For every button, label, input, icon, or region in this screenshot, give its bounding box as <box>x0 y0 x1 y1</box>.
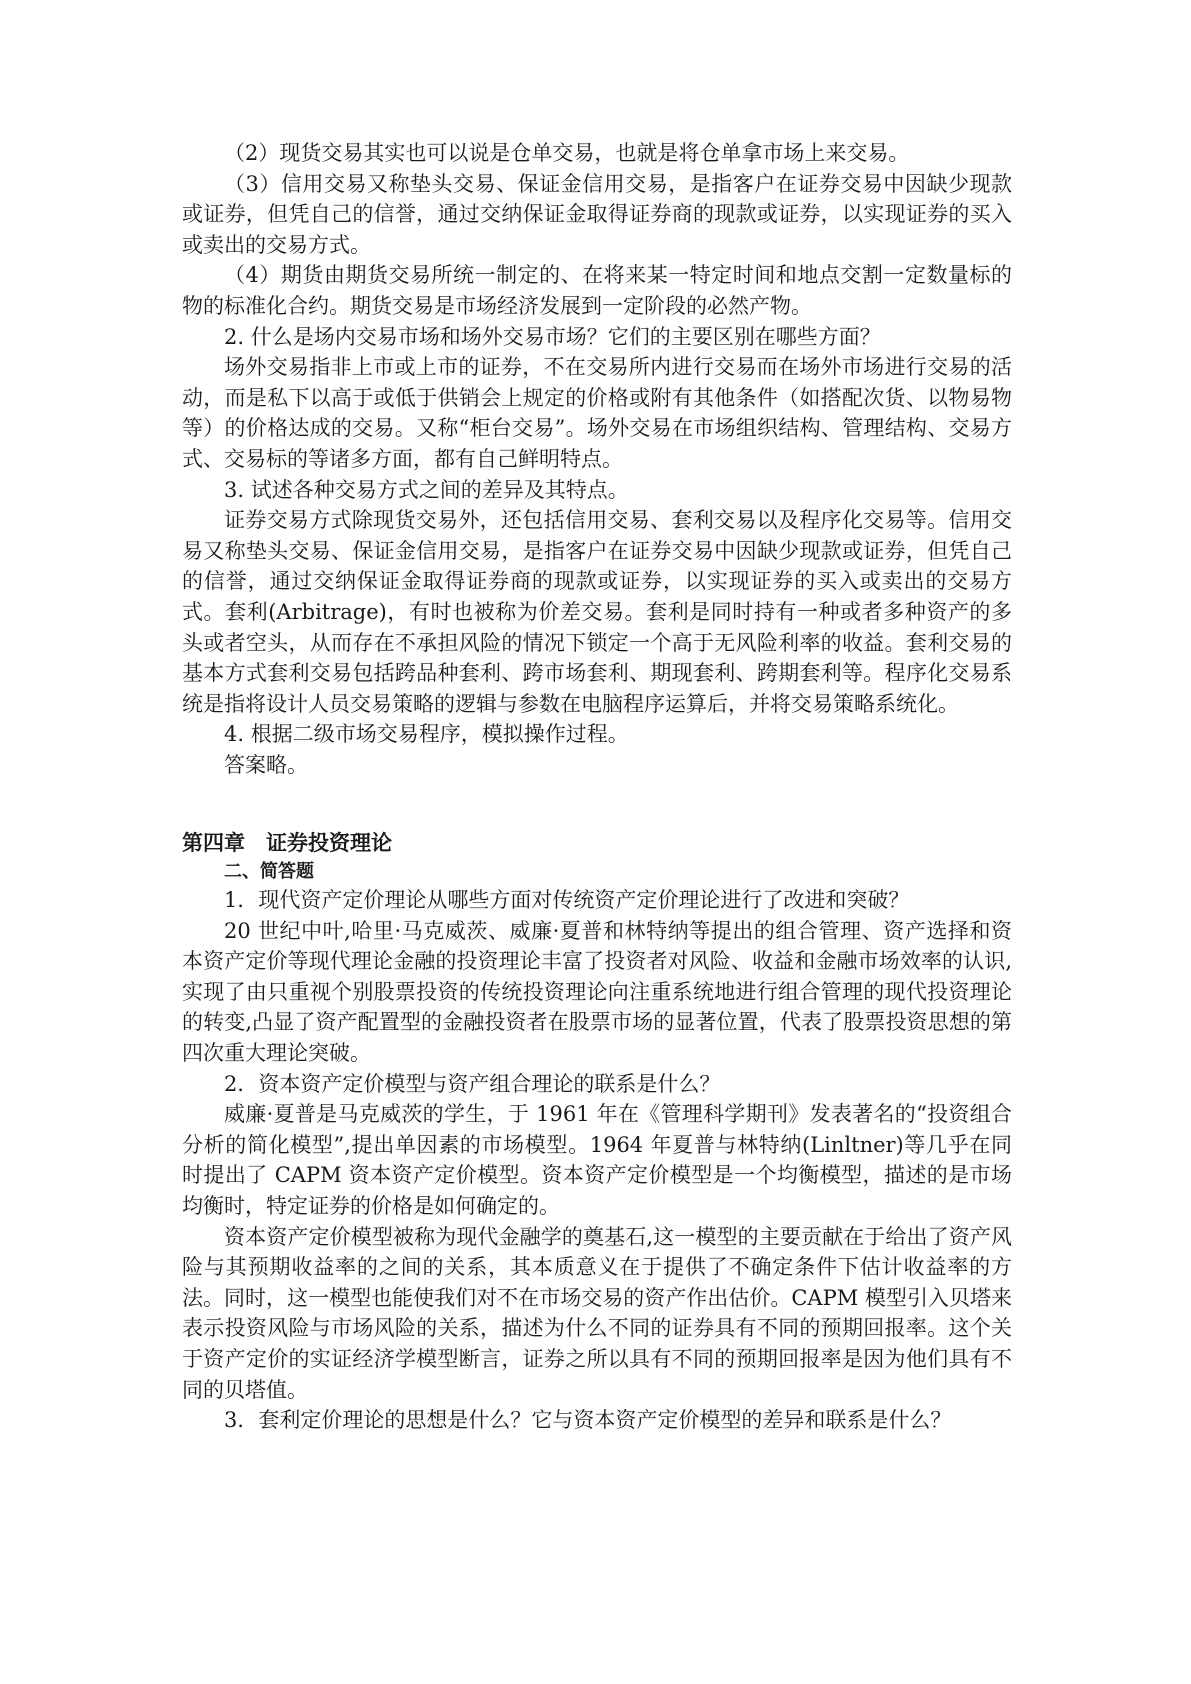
paragraph: 20 世纪中叶,哈里·马克威茨、威廉·夏普和林特纳等提出的组合管理、资产选择和资本资产定价等现代理论金融的投资理论丰富了投资者对风险、收益和金融市场效率的认识,实现了由只重视个别股票投资的传统投资理论向注重系统地进行组合管理的现代投资理论的转变,凸显了资产配置型的金融投资者在股票市场的显著位置，代表了股票投资思想的第四次重大理论突破。 <box>182 918 1012 1066</box>
chapter-title: 第四章 证券投资理论 <box>182 830 392 856</box>
paragraph: （4）期货由期货交易所统一制定的、在将来某一特定时间和地点交割一定数量标的物的标准化合约。期货交易是市场经济发展到一定阶段的必然产物。 <box>182 263 1012 318</box>
question-heading: 2. 什么是场内交易市场和场外交易市场？它们的主要区别在哪些方面？ <box>224 324 881 349</box>
question-heading: 4. 根据二级市场交易程序，模拟操作过程。 <box>224 722 629 747</box>
section-title: 二、简答题 <box>224 861 314 883</box>
paragraph: 威廉·夏普是马克威茨的学生，于 1961 年在《管理科学期刊》发表著名的“投资组合分析的简化模型”,提出单因素的市场模型。1964 年夏普与林特纳(Linltner)等几乎在同时提出了 CAPM 资本资产定价模型。资本资产定价模型是一个均衡模型，描述的是市场均衡时，特定证券的价格是如何确定的。 <box>182 1102 1012 1218</box>
paragraph: 答案略。 <box>224 752 308 777</box>
paragraph: 证券交易方式除现货交易外，还包括信用交易、套利交易以及程序化交易等。信用交易又称垫头交易、保证金信用交易，是指客户在证券交易中因缺少现款或证券，但凭自己的信誉，通过交纳保证金取得证券商的现款或证券，以实现证券的买入或卖出的交易方式。套利(Arbitrage)，有时也被称为价差交易。套利是同时持有一种或者多种资产的多头或者空头，从而存在不承担风险的情况下锁定一个高于无风险利率的收益。套利交易的基本方式套利交易包括跨品种套利、跨市场套利、期现套利、跨期套利等。程序化交易系统是指将设计人员交易策略的逻辑与参数在电脑程序运算后，并将交易策略系统化。 <box>182 508 1012 716</box>
spacer <box>182 780 1012 820</box>
paragraph: 场外交易指非上市或上市的证券，不在交易所内进行交易而在场外市场进行交易的活动，而是私下以高于或低于供销会上规定的价格或附有其他条件（如搭配次货、以物易物等）的价格达成的交易。又称“柜台交易”。场外交易在市场组织结构、管理结构、交易方式、交易标的等诸多方面，都有自己鲜明特点。 <box>182 355 1012 471</box>
question-heading: 2．资本资产定价模型与资产组合理论的联系是什么？ <box>224 1071 721 1096</box>
paragraph: （3）信用交易又称垫头交易、保证金信用交易，是指客户在证券交易中因缺少现款或证券，但凭自己的信誉，通过交纳保证金取得证券商的现款或证券，以实现证券的买入或卖出的交易方式。 <box>182 171 1012 257</box>
question-heading: 3．套利定价理论的思想是什么？它与资本资产定价模型的差异和联系是什么？ <box>224 1408 952 1433</box>
document-page <box>182 138 1012 1436</box>
question-heading: 1．现代资产定价理论从哪些方面对传统资产定价理论进行了改进和突破？ <box>224 888 910 913</box>
paragraph: 资本资产定价模型被称为现代金融学的奠基石,这一模型的主要贡献在于给出了资产风险与其预期收益率的之间的关系，其本质意义在于提供了不确定条件下估计收益率的方法。同时，这一模型也能使我们对不在市场交易的资产作出估价。CAPM 模型引入贝塔来表示投资风险与市场风险的关系，描述为什么不同的证券具有不同的预期回报率。这个关于资产定价的实证经济学模型断言，证券之所以具有不同的预期回报率是因为他们具有不同的贝塔值。 <box>182 1224 1012 1402</box>
paragraph: （2）现货交易其实也可以说是仓单交易，也就是将仓单拿市场上来交易。 <box>224 141 910 165</box>
question-heading: 3. 试述各种交易方式之间的差异及其特点。 <box>224 477 629 502</box>
